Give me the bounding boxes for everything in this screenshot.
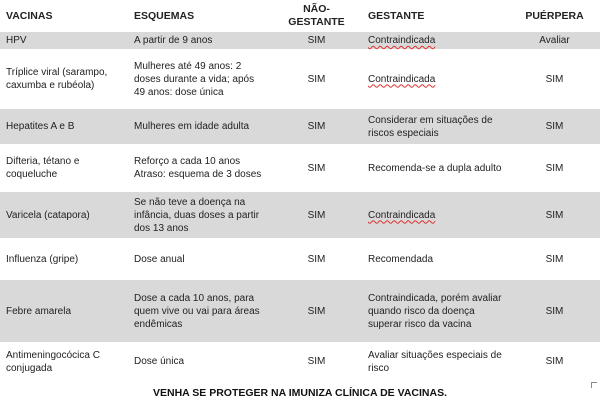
cell-nao-gestante: SIM <box>307 162 326 174</box>
cell-puerpera: SIM <box>545 253 564 265</box>
cell-gestante: Avaliar situações especiais de risco <box>368 349 502 374</box>
table-row <box>0 238 600 280</box>
cell-gestante: Contraindicada <box>368 73 436 85</box>
cell-nao-gestante: SIM <box>271 32 362 49</box>
cell-vacina: Varicela (catapora) <box>0 192 128 238</box>
cell-puerpera: SIM <box>545 162 564 174</box>
cell-puerpera: SIM <box>509 109 600 144</box>
cell-puerpera: Avaliar <box>509 32 600 49</box>
cell-gestante: Contraindicada, porém avaliar quando risco da doença superar risco da vacina <box>362 280 509 342</box>
cell-esquema: Dose anual <box>134 253 185 265</box>
table-row <box>0 32 600 49</box>
footer-slogan: VENHA SE PROTEGER NA IMUNIZA CLÍNICA DE VACINAS. <box>152 387 447 399</box>
cell-vacina: Febre amarela <box>0 280 128 342</box>
cell-esquema: A partir de 9 anos <box>128 32 271 49</box>
cell-vacina: Difteria, tétano e coqueluche <box>6 156 80 180</box>
table-row <box>0 109 600 144</box>
cell-vacina: Tríplice viral (sarampo, caxumba e rubéola) <box>6 67 108 91</box>
cell-gestante: Recomenda-se a dupla adulto <box>368 162 502 174</box>
table-row <box>0 280 600 342</box>
cell-puerpera: SIM <box>509 192 600 238</box>
cell-esquema: Dose a cada 10 anos, para quem vive ou vai para áreas endêmicas <box>128 280 271 342</box>
table-row <box>0 49 600 109</box>
cell-vacina: HPV <box>0 32 128 49</box>
cell-gestante: Recomendada <box>368 253 434 265</box>
cell-vacina: Hepatites A e B <box>0 109 128 144</box>
header-vacinas: VACINAS <box>0 0 128 32</box>
cell-nao-gestante: SIM <box>271 280 362 342</box>
header-gestante: GESTANTE <box>362 0 509 32</box>
table-row <box>0 144 600 192</box>
cell-vacina: Influenza (gripe) <box>6 253 79 265</box>
cell-gestante: Considerar em situações de riscos especiais <box>362 109 509 144</box>
cell-esquema: Se não teve a doença na infância, duas doses a partir dos 13 anos <box>128 192 271 238</box>
cell-nao-gestante: SIM <box>307 356 326 367</box>
cell-esquema: Mulheres até 49 anos: 2 doses durante a vida; após 49 anos: dose única <box>134 60 255 98</box>
cell-esquema: Dose única <box>134 356 185 367</box>
cell-puerpera: SIM <box>545 73 564 85</box>
cell-esquema: Mulheres em idade adulta <box>128 109 271 144</box>
cell-puerpera: SIM <box>509 280 600 342</box>
cell-esquema: Reforço a cada 10 anos Atraso: esquema de 3 doses <box>134 156 262 180</box>
cell-vacina: Antimeningocócica C conjugada <box>6 349 100 374</box>
cell-nao-gestante: SIM <box>307 253 326 265</box>
cell-gestante: Contraindicada <box>362 192 509 238</box>
cell-gestante: Contraindicada <box>362 32 509 49</box>
cell-nao-gestante: SIM <box>271 109 362 144</box>
table-row <box>0 192 600 238</box>
cell-nao-gestante: SIM <box>271 192 362 238</box>
table-row <box>0 342 600 381</box>
header-esquemas: ESQUEMAS <box>128 0 271 32</box>
header-nao-gestante: NÃO-GESTANTE <box>271 0 362 32</box>
header-puerpera: PUÉRPERA <box>509 0 600 32</box>
cell-puerpera: SIM <box>545 356 564 367</box>
cell-nao-gestante: SIM <box>307 73 326 85</box>
table-header-row <box>0 0 600 32</box>
